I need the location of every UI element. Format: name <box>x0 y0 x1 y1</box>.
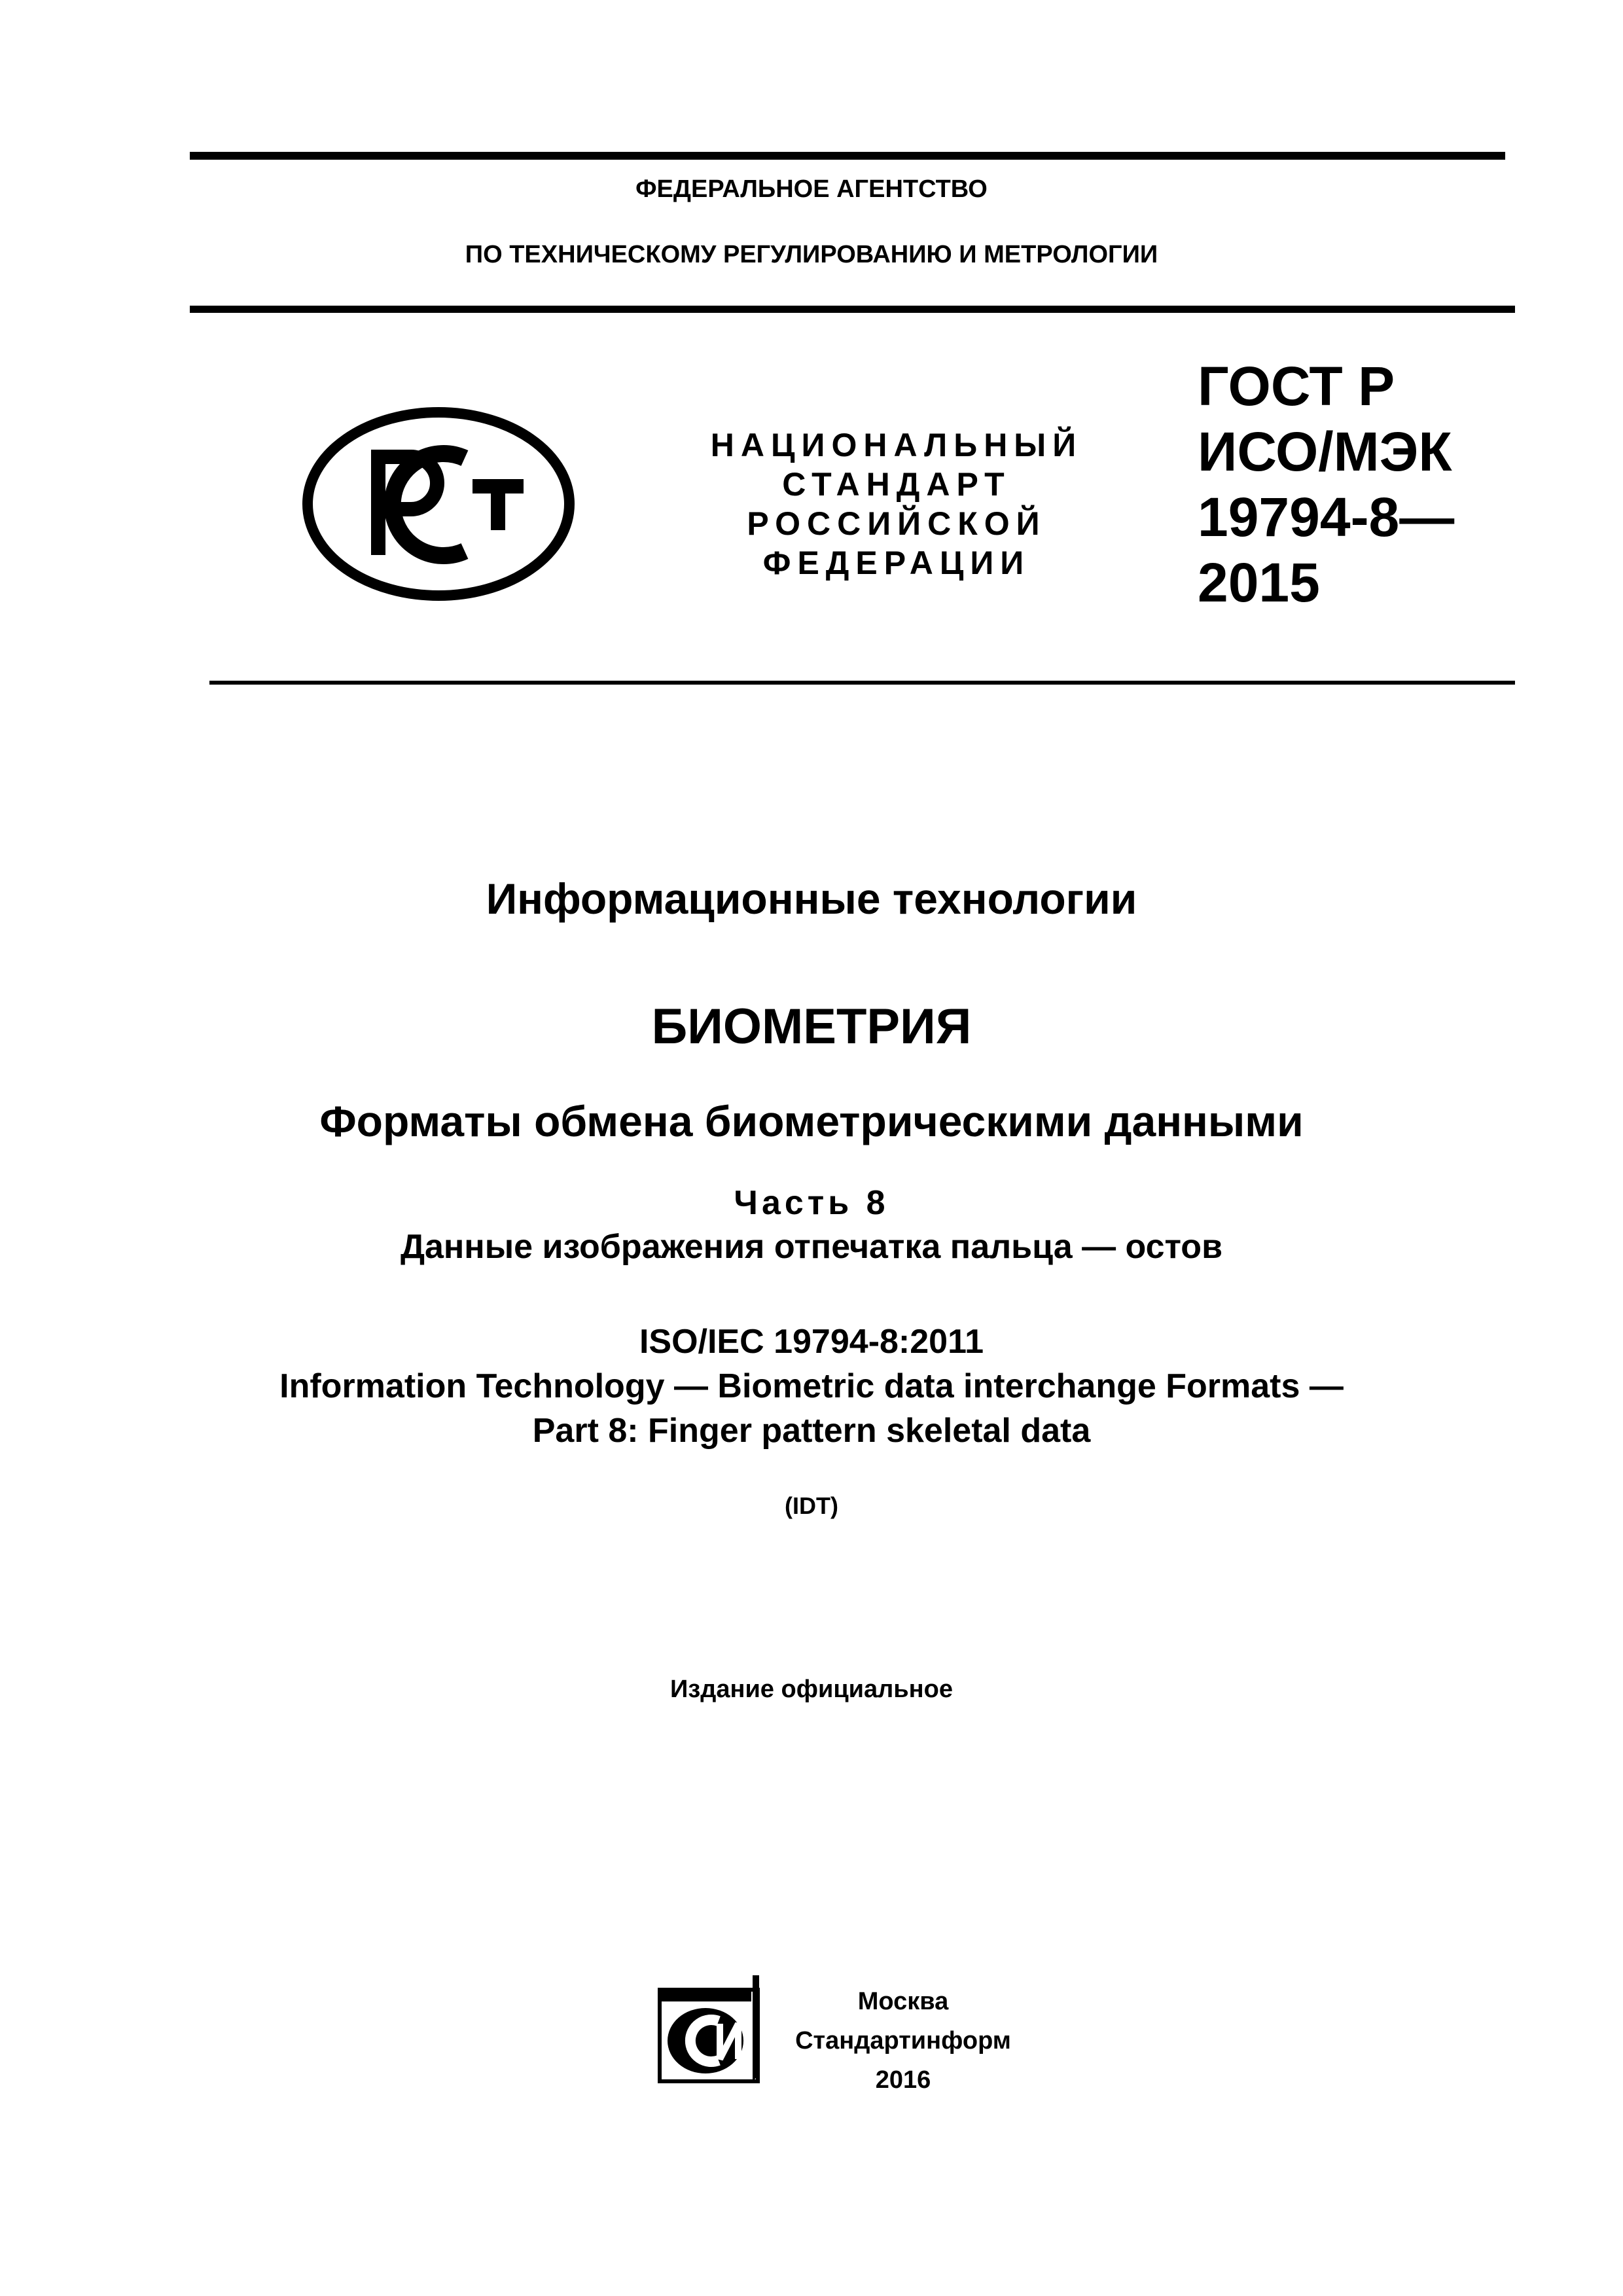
title-block-rule <box>209 681 1515 685</box>
document-subtitle: Форматы обмена биометрическими данными <box>319 1097 1304 1145</box>
publisher-name: Стандартинформ <box>795 2027 1011 2054</box>
international-title-line-1: Information Technology — Biometric data interchange Formats — <box>279 1367 1344 1405</box>
publisher-city: Москва <box>857 1988 949 2015</box>
national-standard-line-4: ФЕДЕРАЦИИ <box>762 545 1031 581</box>
rst-certification-mark-icon <box>301 406 576 602</box>
international-standard-code: ISO/IEC 19794-8:2011 <box>639 1323 984 1361</box>
national-standard-label <box>668 425 1126 583</box>
top-rule <box>190 152 1505 160</box>
equivalence-mark: (IDT) <box>785 1492 838 1519</box>
international-title-line-2: Part 8: Finger pattern skeletal data <box>532 1412 1091 1450</box>
part-title: Данные изображения отпечатка пальца — остов <box>400 1228 1223 1266</box>
publisher-block <box>785 1982 1021 2100</box>
national-standard-line-3: РОССИЙСКОЙ <box>747 505 1046 542</box>
publication-year: 2016 <box>875 2066 931 2094</box>
part-label: Часть 8 <box>734 1184 889 1222</box>
designation-line-1: ГОСТ Р <box>1198 355 1395 417</box>
agency-name-line-1: ФЕДЕРАЛЬНОЕ АГЕНТСТВО <box>635 175 988 203</box>
standard-designation <box>1198 353 1590 615</box>
national-standard-line-1: НАЦИОНАЛЬНЫЙ <box>710 427 1083 463</box>
designation-line-3: 19794-8— <box>1198 486 1455 548</box>
subject-field: Информационные технологии <box>486 874 1137 923</box>
document-title: БИОМЕТРИЯ <box>651 999 972 1054</box>
standartinform-logo-icon <box>654 1970 766 2088</box>
designation-line-2: ИСО/МЭК <box>1198 421 1452 482</box>
agency-name-line-2: ПО ТЕХНИЧЕСКОМУ РЕГУЛИРОВАНИЮ И МЕТРОЛОГИИ <box>465 241 1158 268</box>
header-bottom-rule <box>190 306 1515 313</box>
designation-line-4: 2015 <box>1198 552 1320 613</box>
national-standard-line-2: СТАНДАРТ <box>782 466 1011 503</box>
edition-label: Издание официальное <box>670 1676 953 1703</box>
